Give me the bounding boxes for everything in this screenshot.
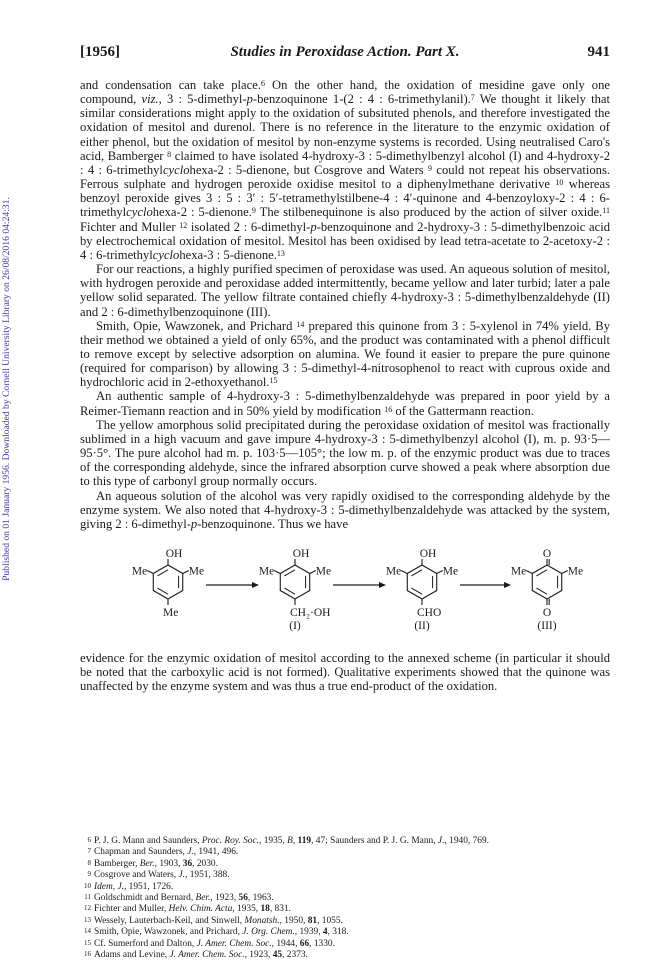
text-run: 4 xyxy=(322,927,328,938)
text-run: , 2030. xyxy=(192,858,218,869)
text-run: Ber. xyxy=(195,893,211,904)
text-run: of the Gattermann reaction. xyxy=(392,403,534,418)
text-run: , 1939, xyxy=(294,927,323,938)
reference-entry xyxy=(80,903,610,914)
text-run: prepared this quinone from 3 : 5-xylenol in 74% yield. By their method we obtained a yield of only 65%, and the product was contaminated with a phenol difficult to remove except by selective adsorption on alumina. We found it easier to prepare the pure quinone (required for comparison) by allowing 3 : 5-dimethyl-4-nitrosophenol to react with cuprous oxide and hydrochloric acid in 2-ethoxyethanol. xyxy=(80,318,610,390)
text-run: 66 xyxy=(299,938,310,949)
compound-structure xyxy=(132,548,204,619)
text-run: An aqueous solution of the alcohol was very rapidly oxidised to the corresponding aldehyde by the enzyme system. We also noted that 4-hydroxy-3 : 5-dimethylbenzaldehyde was attacked by the system, giving 2 : 6-dimethyl- xyxy=(80,488,610,531)
text-run: -benzoquinone 1-(2 : 4 : 6-trimethylanil). xyxy=(252,92,471,107)
substituent-bottom: CH₂·OH xyxy=(290,607,331,619)
reaction-arrow xyxy=(206,582,259,588)
running-header xyxy=(80,44,610,64)
text-run: J. Amer. Chem. Soc. xyxy=(169,950,245,960)
reaction-scheme xyxy=(80,532,610,650)
header-year: [1956] xyxy=(80,44,120,60)
text-run: hexa-2 : 5-dienone, but Cosgrove and Waters xyxy=(189,162,429,177)
text-run: Cosgrove and Waters, xyxy=(94,870,179,881)
reference-marker: 13 xyxy=(276,248,285,258)
compound-structure xyxy=(511,548,583,632)
text-run: 18 xyxy=(260,904,270,915)
article-body xyxy=(80,78,610,693)
substituent-bottom: Me xyxy=(163,607,179,619)
substituent-bond xyxy=(526,571,532,574)
text-run: 36 xyxy=(182,858,193,869)
text-run: , 1935, xyxy=(259,836,288,846)
compound-structure xyxy=(386,548,458,632)
text-run: , 1935, xyxy=(232,904,261,915)
substituent-left: Me xyxy=(258,565,275,578)
text-run: and condensation can take place. xyxy=(80,78,261,92)
text-run: isolated 2 : 6-dimethyl- xyxy=(187,219,311,234)
paragraph xyxy=(80,651,610,693)
text-run: J. xyxy=(117,881,124,892)
text-run: , xyxy=(292,836,298,846)
text-run: Proc. Roy. Soc. xyxy=(201,836,259,846)
text-run: Monatsh. xyxy=(244,915,280,926)
text-run: , 1923, xyxy=(244,950,273,960)
text-run: Wessely, Lauterbach-Keil, and Sinwell, xyxy=(94,915,245,926)
reference-marker: 9 xyxy=(251,206,256,216)
text-run: Cf. Sumerford and Dalton, xyxy=(94,938,197,949)
reaction-scheme-drawing xyxy=(80,532,610,650)
text-run: , 1963. xyxy=(247,893,274,904)
substituent-top: O xyxy=(542,548,552,560)
substituent-right: Me xyxy=(567,565,584,578)
reference-marker: 9 xyxy=(428,163,433,173)
substituent-bottom: CHO xyxy=(417,607,442,619)
compound-structure xyxy=(259,548,331,632)
substituent-bond xyxy=(401,571,407,574)
reference-entry xyxy=(80,949,610,960)
substituent-left: Me xyxy=(131,565,148,578)
reaction-arrow xyxy=(460,582,511,588)
substituent-left: Me xyxy=(510,565,527,578)
download-watermark: Published on 01 January 1956. Downloaded by Cornell University Library on 26/08/2016 04:24:31. xyxy=(1,197,12,581)
text-run: claimed to have isolated 4-hydroxy-3 : 5-dimethylbenzyl alcohol (I) and 4-hydroxy-2 : 4 : 6-trimethyl xyxy=(80,148,611,177)
reference-marker: 14 xyxy=(296,319,305,329)
text-run: p xyxy=(310,219,317,234)
text-run: Fichter and Muller, xyxy=(94,904,169,915)
text-run: B xyxy=(287,836,293,846)
text-run: cyclo xyxy=(152,247,180,262)
reference-entry xyxy=(80,835,610,846)
reference-entry xyxy=(80,858,610,869)
text-run: J. Amer. Chem. Soc. xyxy=(196,938,272,949)
footnote-references xyxy=(80,835,610,960)
substituent-top: OH xyxy=(419,548,437,560)
text-run: , 1951, 388. xyxy=(185,870,230,881)
reference-entry xyxy=(80,892,610,903)
text-run: , 1923, xyxy=(210,893,239,904)
text-run: The yellow amorphous solid precipitated during the peroxidase oxidation of mesitol was fractionally sublimed in a high vacuum and gave impure 4-hydroxy-3 : 5-dimethylbenzyl alcohol (I), m. p. 93·5—95·5°. The pure alcohol had m. p. 103·5—105°; the low m. p. of the enzymic product was due to traces of the corresponding aldehyde, since the infrared absorption curve showed a peak where absorption due to this type of carbonyl group normally occurs. xyxy=(80,417,610,489)
text-run: , 1941, 496. xyxy=(193,847,239,858)
paragraph xyxy=(80,389,610,417)
text-run: viz. xyxy=(141,92,159,107)
compound-label: (I) xyxy=(289,620,301,632)
text-run: , 1330. xyxy=(309,938,335,949)
text-run: 56 xyxy=(238,893,248,904)
text-run: , 3 : 5-dimethyl- xyxy=(158,92,247,107)
reference-entry xyxy=(80,869,610,880)
text-run: P. J. G. Mann and Saunders, xyxy=(94,836,202,846)
closing-paragraph xyxy=(80,651,610,693)
reference-marker: 8 xyxy=(167,149,172,159)
text-run: evidence for the enzymic oxidation of mesitol according to the annexed scheme (in particular it should be noted that the carboxylic acid is not formed). Qualitative experiments showed that the quinone was unaffected by the enzyme system and was thus a true end-product of the oxidation. xyxy=(80,651,610,694)
compound-label: (II) xyxy=(414,620,430,632)
substituent-bond xyxy=(274,571,280,574)
text-run: , xyxy=(112,881,118,892)
reference-marker: 15 xyxy=(269,376,278,386)
reference-marker: 10 xyxy=(555,178,564,188)
substituent-top: OH xyxy=(165,548,183,560)
text-run: , 1944, xyxy=(271,938,300,949)
text-run: 45 xyxy=(272,950,283,960)
text-run: Fichter and Muller xyxy=(80,219,180,234)
reference-marker: 7 xyxy=(470,93,475,103)
text-run: We thought it likely that similar considerations might apply to the oxidation of subsituted phenols, and therefore investigated the oxidation of mesitol and durenol. There is no reference in the literature to the enzymic oxidation of either phenol, but the oxidation of mesitol by non-enzyme systems is recorded. Using neutralised Caro's acid, Bamberger xyxy=(80,92,610,163)
text-run: could not repeat his observations. Ferrous sulphate and hydrogen peroxide oxidise mesitol to a diphenylmethane derivative xyxy=(80,162,611,192)
text-run: Adams and Levine, xyxy=(94,950,170,960)
substituent-left: Me xyxy=(385,565,402,578)
text-run: cyclo xyxy=(162,162,190,177)
text-run: Bamberger, xyxy=(94,858,140,869)
text-run: , 1903, xyxy=(154,858,183,869)
reference-entry xyxy=(80,846,610,857)
paragraph xyxy=(80,418,610,489)
text-run: hexa-3 : 5-dienone. xyxy=(179,247,277,262)
text-run: , 1950, xyxy=(279,915,308,926)
substituent-bottom: O xyxy=(542,607,552,619)
paragraph xyxy=(80,319,610,390)
text-run: J. xyxy=(178,870,185,881)
text-run: whereas benzoyl peroxide gives 3 : 5 : 3′ : 5′-tetramethylstilbene-4 : 4′-quinone and 4-benzoyloxy-2 : 4 : 6-trimethyl xyxy=(80,177,611,220)
reference-marker: 12 xyxy=(179,220,188,230)
page-number: 941 xyxy=(587,44,610,60)
text-run: cyclo xyxy=(126,205,153,220)
text-run: , 831. xyxy=(269,904,291,915)
text-run: Chapman and Saunders, xyxy=(94,847,188,858)
paragraph xyxy=(80,78,610,262)
text-run: 119 xyxy=(297,836,312,846)
text-run: -benzoquinone and 2-hydroxy-3 : 5-dimethylbenzoic acid by electrochemical oxidation of mesitol. Mesitol has been oxidised by lead tetra-acetate to 2-acetoxy-2 : 4 : 6-trimethyl xyxy=(80,219,610,262)
reference-entry xyxy=(80,881,610,892)
paragraph xyxy=(80,489,610,531)
text-run: hexa-2 : 5-dienone. xyxy=(152,205,252,220)
text-run: Smith, Opie, Wawzonek, and Prichard, xyxy=(94,927,243,938)
reaction-arrow xyxy=(333,582,386,588)
text-run: , 2373. xyxy=(282,950,308,960)
text-run: On the other hand, the oxidation of mesidine gave only one compound, xyxy=(80,78,610,107)
text-run: , 318. xyxy=(327,927,349,938)
paragraph xyxy=(80,262,610,319)
substituent-top: OH xyxy=(292,548,310,560)
reference-entry xyxy=(80,926,610,937)
substituent-right: Me xyxy=(442,565,459,578)
text-run: -benzoquinone. Thus we have xyxy=(197,516,349,531)
reference-entry xyxy=(80,915,610,926)
text-run: p xyxy=(190,516,198,531)
substituent-right: Me xyxy=(188,565,205,578)
text-run: Smith, Opie, Wawzonek, and Prichard xyxy=(96,318,297,333)
text-run: J. xyxy=(437,836,445,846)
substituent-bond xyxy=(147,571,153,574)
text-run: Goldschmidt and Bernard, xyxy=(94,893,196,904)
substituent-right: Me xyxy=(315,565,332,578)
text-run: 81 xyxy=(307,915,318,926)
text-run: J. Org. Chem. xyxy=(242,927,295,938)
text-run: , 47; Saunders and P. J. G. Mann, xyxy=(311,836,438,846)
body-paragraphs xyxy=(80,78,610,531)
text-run: p xyxy=(246,92,253,107)
text-run: , 1951, 1726. xyxy=(123,881,174,892)
reference-marker: 16 xyxy=(384,404,393,414)
text-run: Ber. xyxy=(139,858,155,869)
text-run: The stilbenequinone is also produced by the action of silver oxide. xyxy=(255,205,603,220)
reference-marker: 11 xyxy=(602,206,610,216)
reference-marker: 6 xyxy=(260,79,265,88)
text-run: For our reactions, a highly purified specimen of peroxidase was used. An aqueous solution of mesitol, with hydrogen peroxide and peroxidase added intermittently, became yellow and later turbid; later a pale yellow solid separated. The yellow filtrate contained chiefly 4-hydroxy-3 : 5-dimethylbenzaldehyde (II) and 2 : 6-dimethylbenzoquinone (III). xyxy=(80,262,610,319)
text-run: J. xyxy=(187,847,194,858)
text-run: An authentic sample of 4-hydroxy-3 : 5-dimethylbenzaldehyde was prepared in poor yield by a Reimer-Tiemann reaction and in 50% yield by modification xyxy=(80,389,610,418)
header-title: Studies in Peroxidase Action. Part X. xyxy=(230,44,460,60)
compound-label: (III) xyxy=(537,620,557,632)
text-run: , 1940, 769. xyxy=(444,836,489,846)
text-run: , 1055. xyxy=(317,915,343,926)
reference-entry xyxy=(80,938,610,949)
text-run: Helv. Chim. Acta xyxy=(168,904,233,915)
text-run: Idem xyxy=(94,881,113,892)
